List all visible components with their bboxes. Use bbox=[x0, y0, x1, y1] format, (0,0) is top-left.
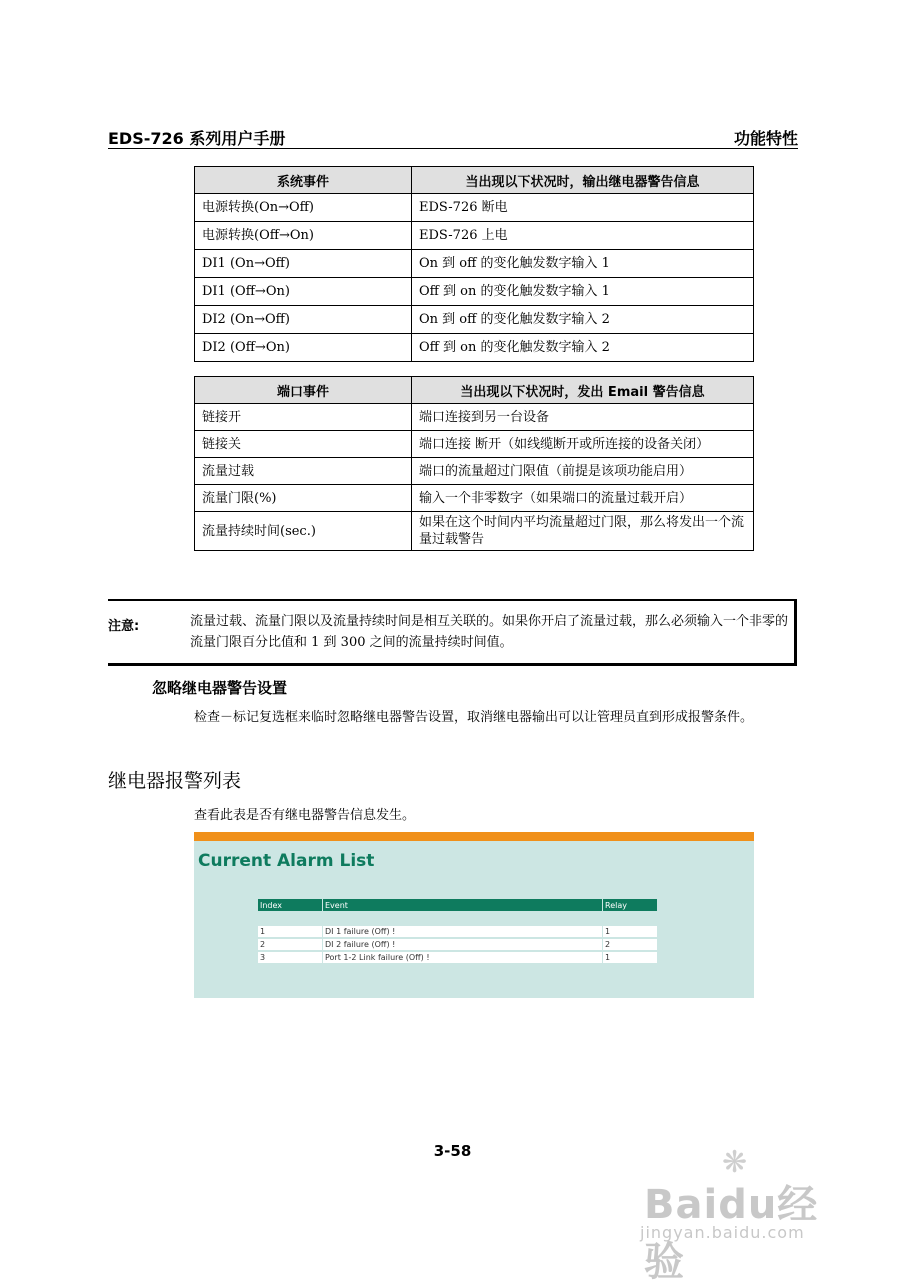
condition-cell: Off 到 on 的变化触发数字输入 2 bbox=[412, 334, 754, 362]
page-number: 3-58 bbox=[433, 1142, 472, 1160]
event-cell: 链接关 bbox=[195, 431, 412, 458]
condition-cell: On 到 off 的变化触发数字输入 1 bbox=[412, 250, 754, 278]
screenshot-title: Current Alarm List bbox=[198, 851, 375, 871]
watermark-url: jingyan.baidu.com bbox=[640, 1223, 805, 1242]
column-header: 端口事件 bbox=[195, 377, 412, 404]
section-heading-ignore-relay: 忽略继电器警告设置 bbox=[152, 679, 288, 697]
event-cell: DI2 (Off→On) bbox=[195, 334, 412, 362]
manual-title: EDS-726 系列用户手册 bbox=[108, 129, 286, 148]
condition-cell: 端口连接 断开（如线缆断开或所连接的设备关闭） bbox=[412, 431, 754, 458]
event-cell: DI1 (Off→On) bbox=[195, 278, 412, 306]
system-event-table bbox=[194, 166, 754, 362]
table-row bbox=[258, 952, 658, 963]
table-row bbox=[195, 485, 754, 512]
table-row bbox=[195, 334, 754, 362]
column-header: Relay bbox=[603, 899, 658, 911]
event-cell: 流量过载 bbox=[195, 458, 412, 485]
index-cell: 1 bbox=[258, 926, 323, 937]
section-body-relay-alarm-list: 查看此表是否有继电器警告信息发生。 bbox=[194, 808, 416, 823]
table-row bbox=[195, 278, 754, 306]
section-body-ignore-relay: 检查－标记复选框来临时忽略继电器警告设置，取消继电器输出可以让管理员直到形成报警条件。 bbox=[194, 710, 754, 725]
column-header: Index bbox=[258, 899, 323, 911]
table-header-row bbox=[195, 377, 754, 404]
event-cell: 流量门限(%) bbox=[195, 485, 412, 512]
table-row bbox=[195, 431, 754, 458]
relay-cell: 1 bbox=[603, 952, 658, 963]
column-header: 当出现以下状况时，发出 Email 警告信息 bbox=[412, 377, 754, 404]
table-row bbox=[195, 458, 754, 485]
event-cell: DI2 (On→Off) bbox=[195, 306, 412, 334]
condition-cell: EDS-726 断电 bbox=[412, 194, 754, 222]
table-row bbox=[195, 404, 754, 431]
condition-cell: 端口的流量超过门限值（前提是该项功能启用） bbox=[412, 458, 754, 485]
event-cell: 流量持续时间(sec.) bbox=[195, 512, 412, 551]
condition-cell: 端口连接到另一台设备 bbox=[412, 404, 754, 431]
table-row bbox=[258, 939, 658, 950]
index-cell: 3 bbox=[258, 952, 323, 963]
table-header-row bbox=[195, 167, 754, 194]
table-row bbox=[195, 194, 754, 222]
table-row bbox=[195, 306, 754, 334]
event-cell: 链接开 bbox=[195, 404, 412, 431]
event-cell: DI1 (On→Off) bbox=[195, 250, 412, 278]
note-label: 注意: bbox=[108, 619, 140, 634]
event-cell: DI 2 failure (Off) ! bbox=[323, 939, 603, 950]
condition-cell: Off 到 on 的变化触发数字输入 1 bbox=[412, 278, 754, 306]
relay-cell: 1 bbox=[603, 926, 658, 937]
alarm-table bbox=[258, 897, 658, 965]
note-box bbox=[108, 599, 797, 666]
event-cell: 电源转换(Off→On) bbox=[195, 222, 412, 250]
table-row bbox=[195, 222, 754, 250]
column-header: 系统事件 bbox=[195, 167, 412, 194]
section-heading-relay-alarm-list: 继电器报警列表 bbox=[108, 770, 242, 792]
table-row bbox=[195, 512, 754, 551]
watermark-brand: Baidu经验 bbox=[644, 1182, 819, 1285]
index-cell: 2 bbox=[258, 939, 323, 950]
event-cell: DI 1 failure (Off) ! bbox=[323, 926, 603, 937]
chapter-title: 功能特性 bbox=[733, 129, 798, 148]
event-cell: 电源转换(On→Off) bbox=[195, 194, 412, 222]
alarm-list-screenshot bbox=[194, 832, 754, 998]
column-header: Event bbox=[323, 899, 603, 911]
condition-cell: 如果在这个时间内平均流量超过门限，那么将发出一个流量过载警告 bbox=[412, 512, 754, 551]
note-text: 流量过载、流量门限以及流量持续时间是相互关联的。如果你开启了流量过载，那么必须输入一个非零的流量门限百分比值和 1 到 300 之间的流量持续时间值。 bbox=[190, 614, 789, 650]
event-cell: Port 1-2 Link failure (Off) ! bbox=[323, 952, 603, 963]
port-event-table bbox=[194, 376, 754, 551]
condition-cell: EDS-726 上电 bbox=[412, 222, 754, 250]
paw-icon: ❋ bbox=[722, 1145, 748, 1180]
relay-cell: 2 bbox=[603, 939, 658, 950]
watermark bbox=[640, 1145, 855, 1285]
spacer-row bbox=[258, 913, 658, 924]
condition-cell: On 到 off 的变化触发数字输入 2 bbox=[412, 306, 754, 334]
alarm-header-row bbox=[258, 899, 658, 911]
table-row bbox=[258, 926, 658, 937]
page-header bbox=[108, 124, 798, 149]
column-header: 当出现以下状况时，输出继电器警告信息 bbox=[412, 167, 754, 194]
condition-cell: 输入一个非零数字（如果端口的流量过载开启） bbox=[412, 485, 754, 512]
table-row bbox=[195, 250, 754, 278]
